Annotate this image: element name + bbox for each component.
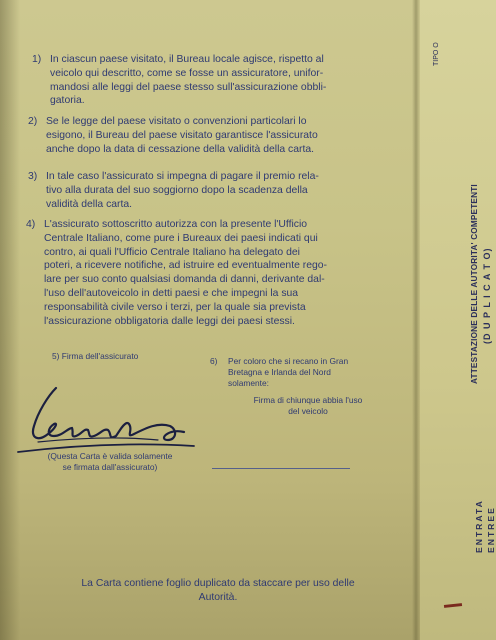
clause-number: 3) [28, 171, 38, 182]
clause-line: contro, ai quali l'Ufficio Centrale Italiano ha delegato dei [44, 246, 300, 258]
signature-note-line: se firmata dall'assicurato) [62, 462, 158, 472]
footer-line: Autorità. [198, 591, 238, 603]
attestazione-heading: ATTESTAZIONE DELLE AUTORITA' COMPETENTI [470, 184, 479, 384]
entree-label: ENTREE [486, 506, 496, 553]
uk-sign-label [228, 395, 388, 417]
uk-section-number: 6) [210, 356, 218, 366]
clause-line: Centrale Italiano, come pure i Bureaux dei paesi indicati qui [44, 232, 318, 244]
clause-line: In tale caso l'assicurato si impegna di pagare il premio rela- [46, 171, 319, 182]
clause-line: lare per suo conto qualsiasi domanda di danni, derivante dal- [44, 274, 325, 286]
clause-line: l'uso dell'autoveicolo in detti paesi e che impegni la sua [44, 287, 299, 299]
duplicato-heading: (D U P L I C A T O) [482, 247, 492, 344]
clause-line: l'assicurazione obbligatoria dalle leggi dei paesi stessi. [44, 315, 295, 327]
signature-note-line: (Questa Carta è valida solamente [47, 451, 173, 461]
clause-line: mandosi alle leggi del paese stesso sull'assicurazione obbli- [50, 81, 327, 93]
footer-line: La Carta contiene foglio duplicato da staccare per uso delle [81, 578, 355, 589]
tipo-label: TIPO O [433, 42, 440, 66]
clause-line: Se le legge del paese visitato o convenzioni particolari lo [46, 116, 307, 127]
page-fold [412, 0, 420, 640]
clause-number: 4) [26, 219, 36, 230]
footer-note [28, 577, 408, 605]
clause-line: L'assicurato sottoscritto autorizza con la presente l'Ufficio [44, 219, 308, 230]
clause-line: gatoria. [50, 95, 85, 107]
uk-sign-line: del veicolo [288, 406, 328, 416]
signature-label: 5) Firma dell'assicurato [52, 351, 139, 361]
page-shadow [0, 0, 20, 640]
clause-line: validità della carta. [46, 198, 133, 210]
entrata-label: ENTRATA [474, 499, 484, 553]
uk-section-line: Bretagna e Irlanda del Nord [228, 367, 331, 377]
uk-sign-line: Firma di chiunque abbia l'uso [253, 395, 363, 405]
clause-line: veicolo qui descritto, come se fosse un assicuratore, unifor- [50, 67, 324, 79]
uk-section-line: Per coloro che si recano in Gran [228, 356, 349, 366]
clause-line: poteri, a ricevere notifiche, ad istruire ed eventualmente rego- [44, 260, 328, 272]
signature-note [36, 451, 184, 473]
handwritten-signature [8, 382, 198, 462]
clause-number: 2) [28, 116, 38, 127]
clause-line: responsabilità civile verso i terzi, per la quale sia prevista [44, 301, 306, 313]
uk-signature-line [212, 468, 350, 469]
clause-line: tivo alla durata del suo soggiorno dopo la scadenza della [46, 184, 308, 196]
clause-line: anche dopo la data di cessazione della validità della carta. [46, 143, 315, 155]
uk-section-line: solamente: [228, 378, 269, 388]
clause-line: esigono, il Bureau del paese visitato garantisce l'assicurato [46, 129, 318, 141]
clause-number: 1) [32, 54, 42, 65]
clause-line: In ciascun paese visitato, il Bureau locale agisce, rispetto al [50, 54, 324, 65]
